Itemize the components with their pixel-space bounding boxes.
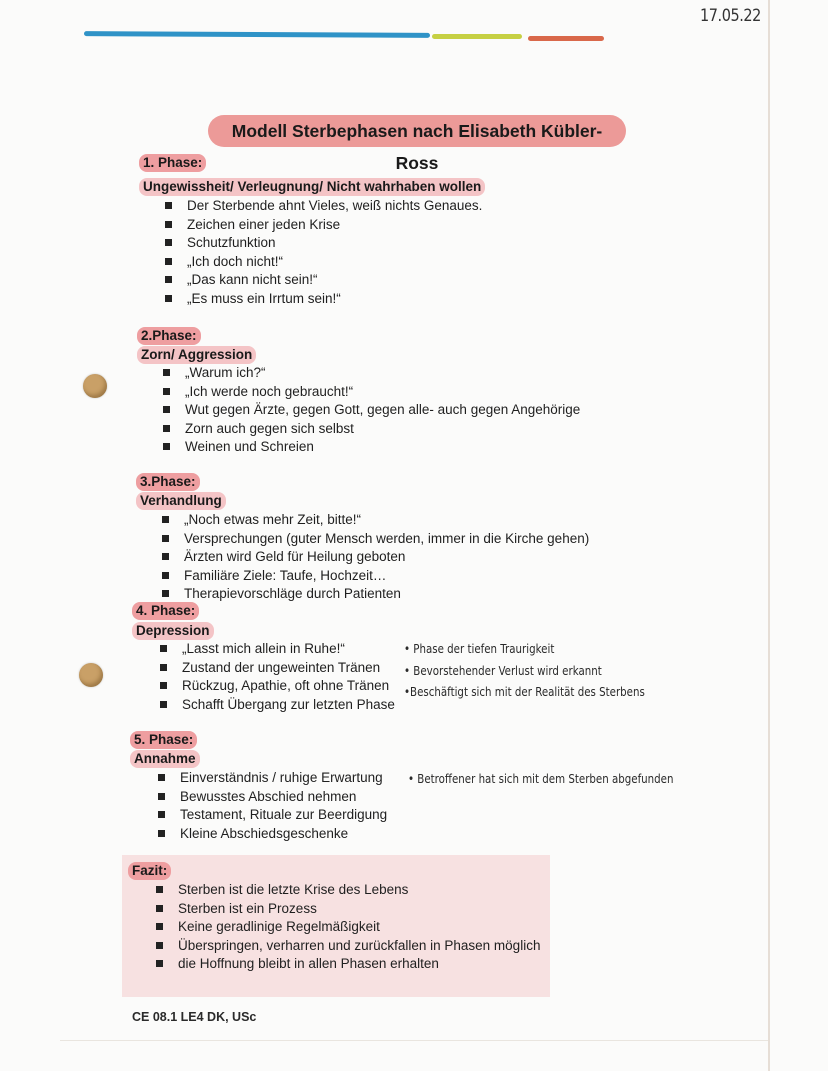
paper-edge bbox=[768, 0, 770, 1071]
bullet-square-icon bbox=[156, 942, 163, 949]
phase1-list bbox=[165, 197, 482, 309]
phase5-list bbox=[158, 769, 387, 843]
punch-hole-top bbox=[83, 374, 107, 398]
fazit-list bbox=[156, 881, 540, 974]
bullet-square-icon bbox=[158, 830, 165, 837]
list-item: „Noch etwas mehr Zeit, bitte!“ bbox=[162, 511, 589, 530]
bullet-square-icon bbox=[156, 886, 163, 893]
phase1-label: 1. Phase: bbox=[139, 154, 206, 172]
list-item: „Es muss ein Irrtum sein!“ bbox=[165, 290, 482, 309]
bullet-square-icon bbox=[163, 443, 170, 450]
phase4-list bbox=[160, 640, 395, 714]
handwritten-date: 17.05.22 bbox=[700, 6, 761, 26]
list-item: Einverständnis / ruhige Erwartung bbox=[158, 769, 387, 788]
list-item: Sterben ist ein Prozess bbox=[156, 900, 540, 919]
bullet-square-icon bbox=[165, 221, 172, 228]
phase5-note-1: • Betroffener hat sich mit dem Sterben abgefunden bbox=[408, 771, 674, 786]
list-item: Zorn auch gegen sich selbst bbox=[163, 420, 580, 439]
list-item: „Das kann nicht sein!“ bbox=[165, 271, 482, 290]
list-item: Versprechungen (guter Mensch werden, immer in die Kirche gehen) bbox=[162, 530, 589, 549]
bullet-square-icon bbox=[165, 239, 172, 246]
bullet-square-icon bbox=[156, 905, 163, 912]
bullet-square-icon bbox=[165, 276, 172, 283]
page-title: Modell Sterbephasen nach Elisabeth Kübler- Ross bbox=[208, 115, 626, 147]
phase2-name: Zorn/ Aggression bbox=[137, 346, 256, 364]
phase3-label: 3.Phase: bbox=[136, 473, 200, 491]
phase4-note-3: •Beschäftigt sich mit der Realität des Sterbens bbox=[404, 684, 645, 699]
list-item: „Ich doch nicht!“ bbox=[165, 253, 482, 272]
bullet-square-icon bbox=[165, 258, 172, 265]
list-item: „Ich werde noch gebraucht!“ bbox=[163, 383, 580, 402]
bullet-square-icon bbox=[162, 590, 169, 597]
phase4-note-1: • Phase der tiefen Traurigkeit bbox=[404, 641, 555, 656]
phase3-list bbox=[162, 511, 589, 604]
list-item: Ärzten wird Geld für Heilung geboten bbox=[162, 548, 589, 567]
bullet-square-icon bbox=[163, 369, 170, 376]
bullet-square-icon bbox=[158, 774, 165, 781]
bullet-square-icon bbox=[158, 793, 165, 800]
phase5-label: 5. Phase: bbox=[130, 731, 197, 749]
list-item: Zeichen einer jeden Krise bbox=[165, 216, 482, 235]
phase4-note-2: • Bevorstehender Verlust wird erkannt bbox=[404, 663, 602, 678]
bullet-square-icon bbox=[162, 535, 169, 542]
bullet-square-icon bbox=[156, 923, 163, 930]
red-stripe bbox=[528, 36, 604, 41]
bullet-square-icon bbox=[160, 664, 167, 671]
phase4-name: Depression bbox=[132, 622, 214, 640]
bullet-square-icon bbox=[165, 295, 172, 302]
bullet-square-icon bbox=[163, 406, 170, 413]
yellow-stripe bbox=[432, 34, 522, 39]
bullet-square-icon bbox=[162, 572, 169, 579]
phase3-name: Verhandlung bbox=[136, 492, 226, 510]
list-item: Schafft Übergang zur letzten Phase bbox=[160, 696, 395, 715]
list-item: Sterben ist die letzte Krise des Lebens bbox=[156, 881, 540, 900]
bullet-square-icon bbox=[160, 701, 167, 708]
list-item: Rückzug, Apathie, oft ohne Tränen bbox=[160, 677, 395, 696]
bullet-square-icon bbox=[158, 811, 165, 818]
list-item: Therapievorschläge durch Patienten bbox=[162, 585, 589, 604]
bullet-square-icon bbox=[160, 682, 167, 689]
list-item: Weinen und Schreien bbox=[163, 438, 580, 457]
phase1-name: Ungewissheit/ Verleugnung/ Nicht wahrhaben wollen bbox=[139, 178, 485, 196]
fazit-label: Fazit: bbox=[128, 862, 171, 880]
list-item: Keine geradlinige Regelmäßigkeit bbox=[156, 918, 540, 937]
phase5-name: Annahme bbox=[130, 750, 200, 768]
list-item: die Hoffnung bleibt in allen Phasen erhalten bbox=[156, 955, 540, 974]
paper-bottom-edge bbox=[60, 1040, 768, 1041]
list-item: Schutzfunktion bbox=[165, 234, 482, 253]
bullet-square-icon bbox=[163, 388, 170, 395]
bullet-square-icon bbox=[160, 645, 167, 652]
list-item: „Warum ich?“ bbox=[163, 364, 580, 383]
bullet-square-icon bbox=[163, 425, 170, 432]
phase4-label: 4. Phase: bbox=[132, 602, 199, 620]
bullet-square-icon bbox=[162, 516, 169, 523]
phase2-label: 2.Phase: bbox=[137, 327, 201, 345]
list-item: Kleine Abschiedsgeschenke bbox=[158, 825, 387, 844]
list-item: „Lasst mich allein in Ruhe!“ bbox=[160, 640, 395, 659]
list-item: Zustand der ungeweinten Tränen bbox=[160, 659, 395, 678]
list-item: Wut gegen Ärzte, gegen Gott, gegen alle- auch gegen Angehörige bbox=[163, 401, 580, 420]
list-item: Überspringen, verharren und zurückfallen in Phasen möglich bbox=[156, 937, 540, 956]
list-item: Der Sterbende ahnt Vieles, weiß nichts Genaues. bbox=[165, 197, 482, 216]
bullet-square-icon bbox=[156, 960, 163, 967]
list-item: Testament, Rituale zur Beerdigung bbox=[158, 806, 387, 825]
footer-code: CE 08.1 LE4 DK, USc bbox=[132, 1010, 257, 1024]
list-item: Familiäre Ziele: Taufe, Hochzeit… bbox=[162, 567, 589, 586]
bullet-square-icon bbox=[165, 202, 172, 209]
punch-hole-bottom bbox=[79, 663, 103, 687]
bullet-square-icon bbox=[162, 553, 169, 560]
list-item: Bewusstes Abschied nehmen bbox=[158, 788, 387, 807]
blue-stripe bbox=[84, 31, 430, 38]
phase2-list bbox=[163, 364, 580, 457]
